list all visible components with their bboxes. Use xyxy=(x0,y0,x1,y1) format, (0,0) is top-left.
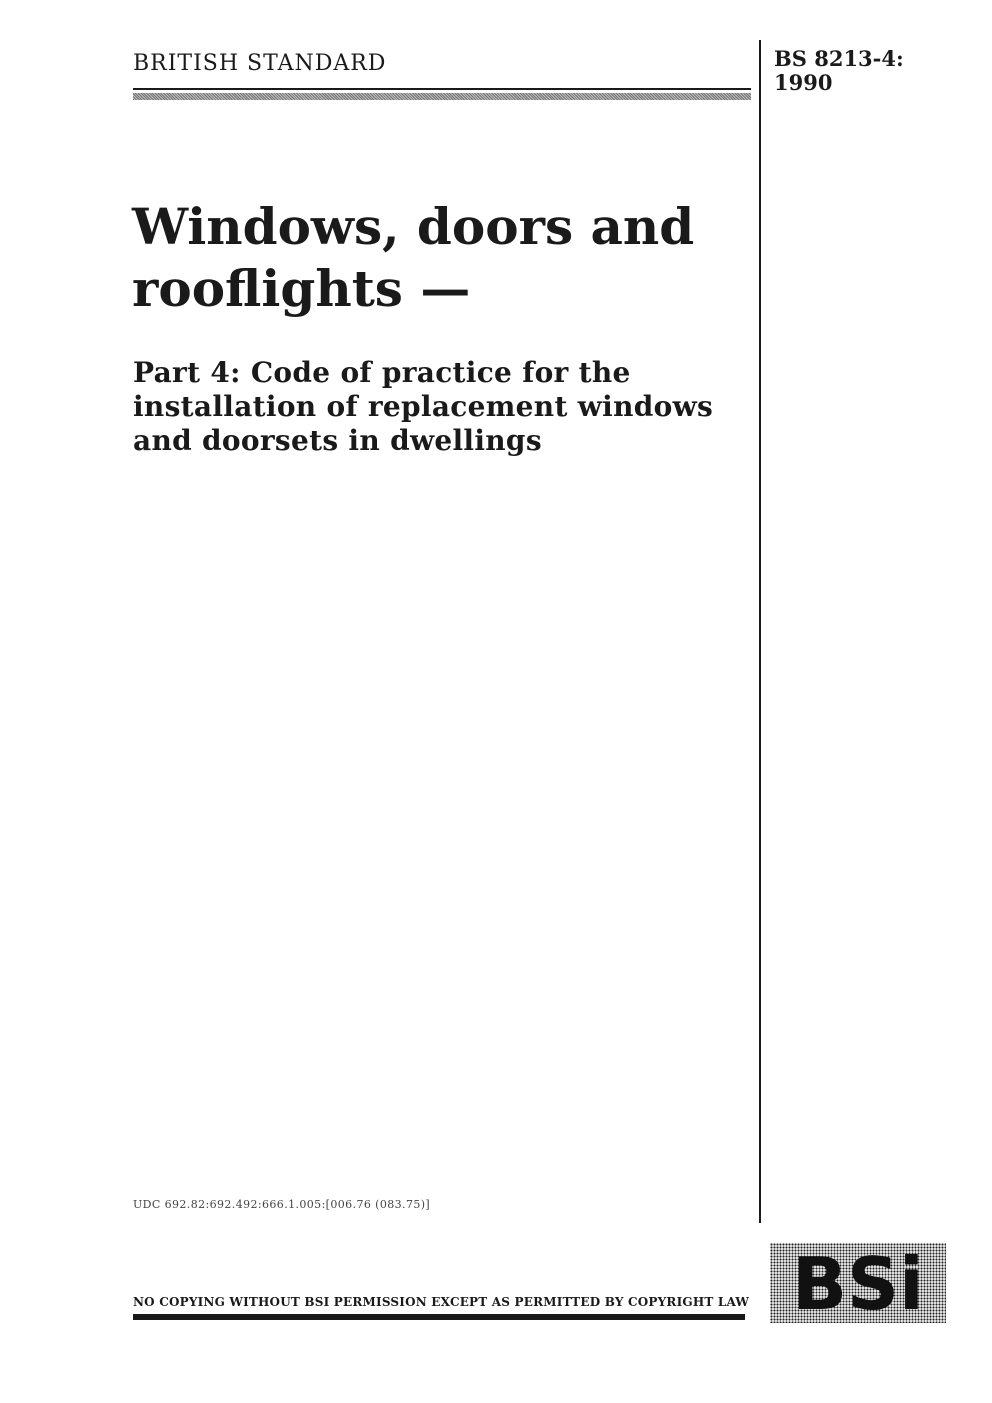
title-line: rooflights — xyxy=(132,259,471,318)
header-rule xyxy=(133,88,751,90)
document-year-line: 1990 xyxy=(774,70,833,95)
header-shaded-rule xyxy=(133,93,751,100)
logo-text: BSi xyxy=(792,1243,924,1323)
vertical-divider xyxy=(759,40,761,1223)
document-title xyxy=(132,196,732,320)
document-number xyxy=(774,47,924,95)
subtitle-line: and doorsets in dwellings xyxy=(133,424,542,457)
footer-rule xyxy=(133,1314,745,1320)
document-number-line: BS 8213-4: xyxy=(774,46,904,71)
title-line: Windows, doors and xyxy=(132,197,695,256)
subtitle-line: installation of replacement windows xyxy=(133,390,714,423)
subtitle-line: Part 4: Code of practice for the xyxy=(133,356,631,389)
header-label: BRITISH STANDARD xyxy=(133,51,387,76)
document-subtitle xyxy=(133,356,733,458)
udc-classification: UDC 692.82:692.492:666.1.005:[006.76 (083.75)] xyxy=(133,1198,431,1211)
copyright-notice: NO COPYING WITHOUT BSI PERMISSION EXCEPT AS PERMITTED BY COPYRIGHT LAW xyxy=(133,1295,750,1309)
bsi-logo-icon xyxy=(770,1243,946,1323)
